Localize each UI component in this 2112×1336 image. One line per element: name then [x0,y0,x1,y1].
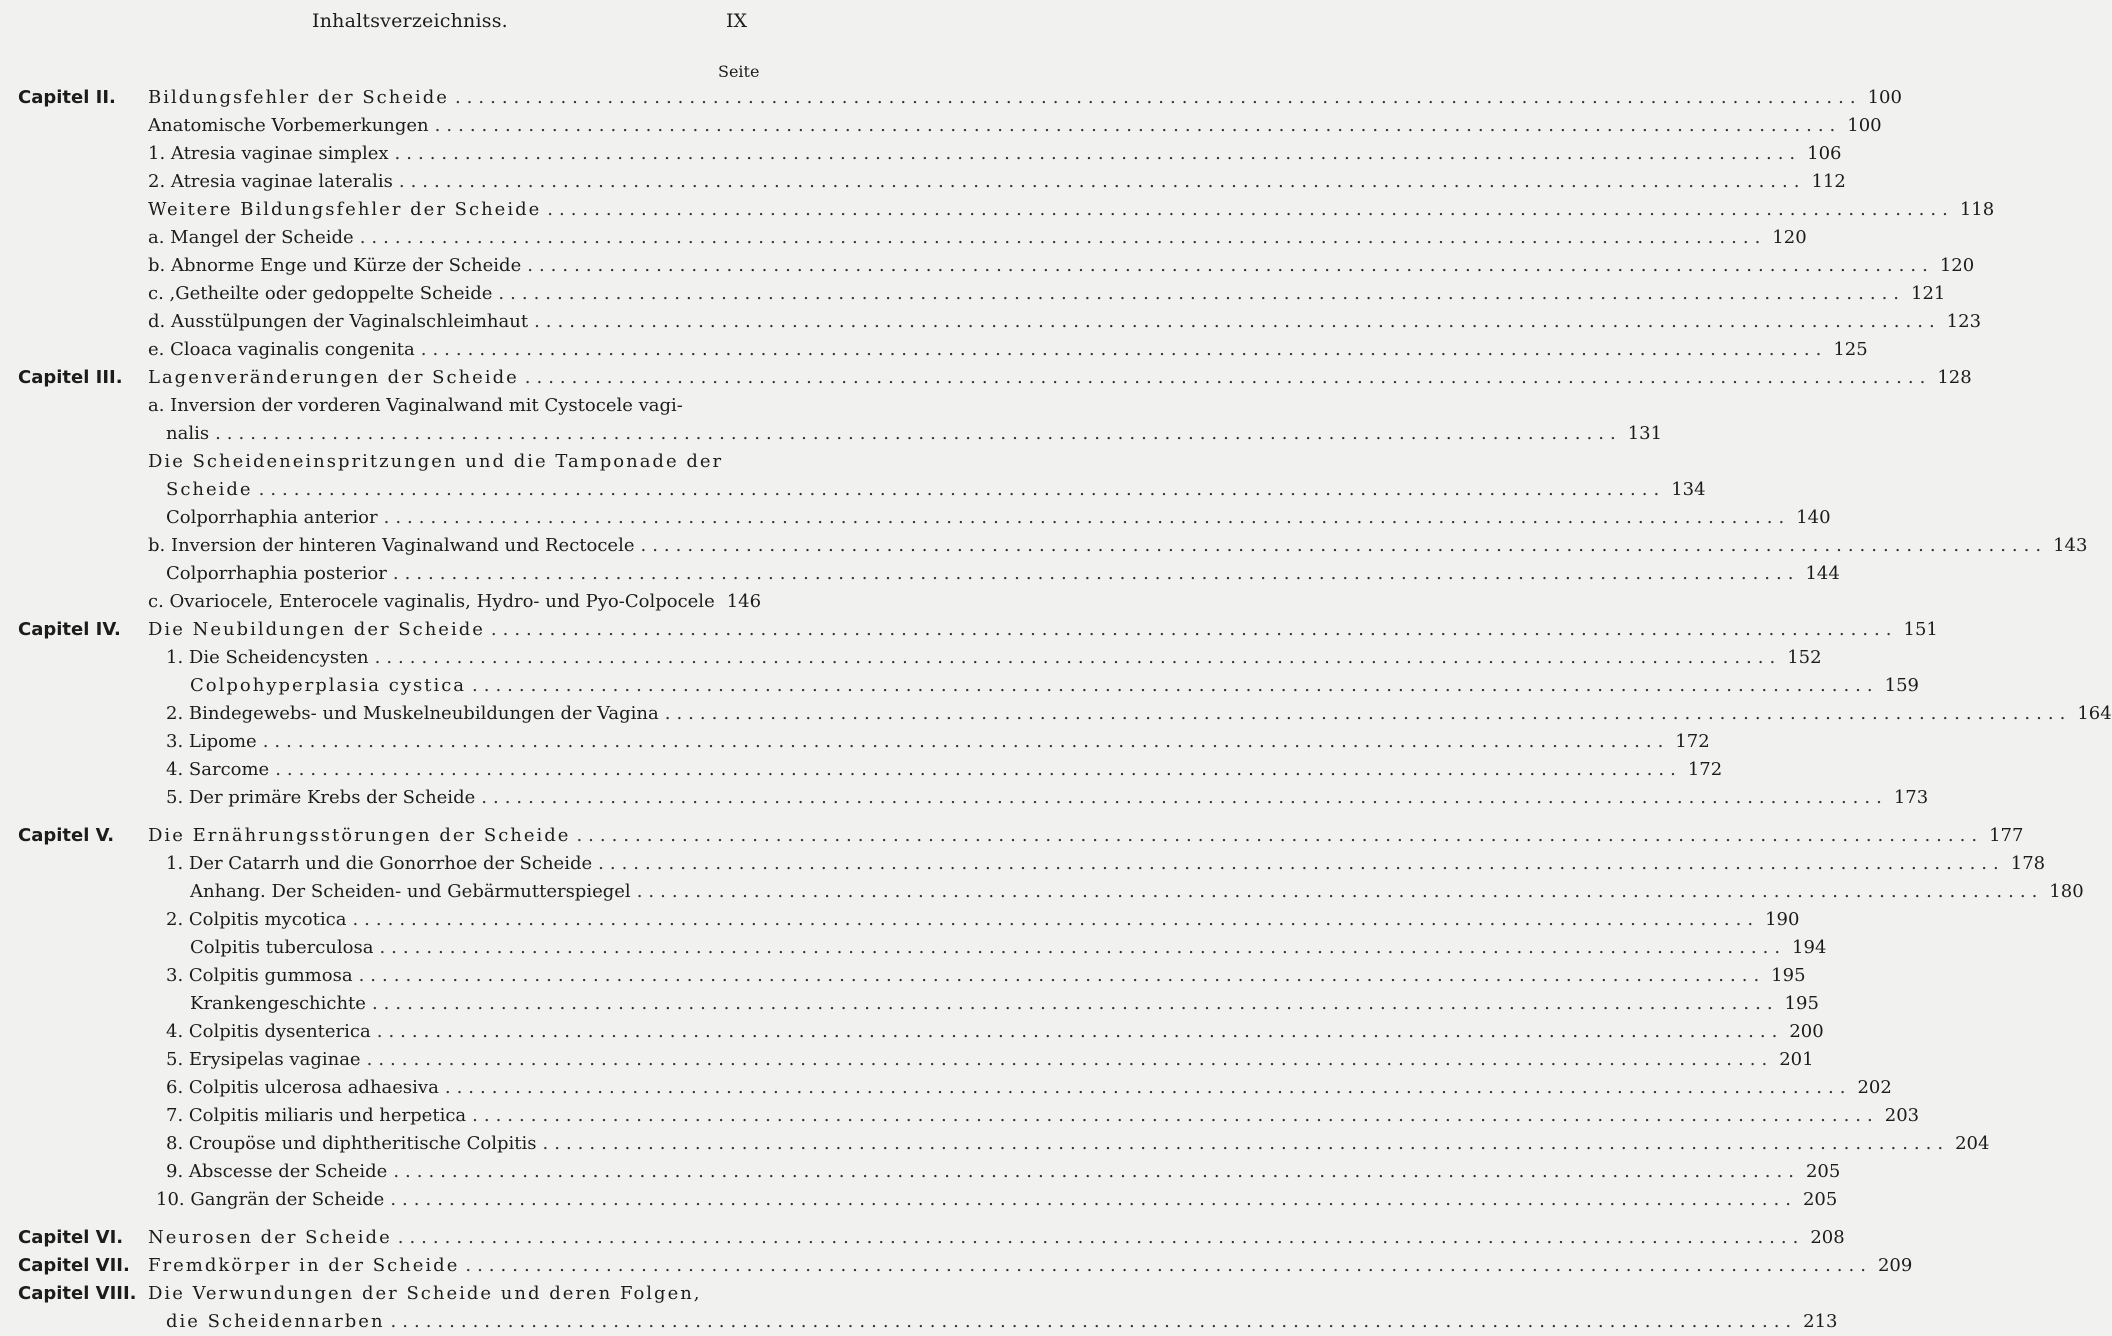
entry-line [166,644,1822,672]
dot-leader: ........................................................................................................................ [359,227,1767,248]
entry-page-number: 164 [2077,703,2112,724]
dot-leader: ........................................................................................................................ [527,255,1934,276]
page-number: IX [726,10,748,32]
running-title: Inhaltsverzeichniss. [312,10,508,32]
entry-line [166,728,1710,756]
chapter-row [0,1224,1845,1252]
chapter-label: Capitel VIII. [18,1283,137,1304]
entry-page-number: 209 [1877,1255,1913,1276]
entry-title: 3. Colpitis gummosa [166,965,353,986]
entry-page-number: 120 [1939,255,1975,276]
entry-page-number: 205 [1802,1189,1838,1210]
entry-title: 7. Colpitis miliaris und herpetica [166,1105,467,1126]
entry-title: 2. Colpitis mycotica [166,909,347,930]
dot-leader: ........................................................................................................................ [598,853,2005,874]
entry-title: Colpohyperplasia cystica [190,675,467,696]
chapter-label: Capitel V. [18,825,115,846]
dot-leader: ........................................................................................................................ [454,87,1862,108]
entry-title: Colpitis tuberculosa [190,937,374,958]
toc-entry [0,588,801,616]
entry-line [148,140,1842,168]
page-column-label: Seite [718,62,760,81]
toc-entry [0,756,1723,784]
toc-entry [0,962,1806,990]
entry-title: nalis [166,423,210,444]
chapter-row [0,616,1938,644]
dot-leader: ........................................................................................................................ [420,339,1828,360]
table-of-contents [0,84,2112,1336]
toc-entry [0,560,1840,588]
entry-line [166,1018,1824,1046]
dot-leader: ........................................................................................................................ [640,535,2048,556]
entry-page-number: 118 [1959,199,1995,220]
entry-page-number: 146 [726,591,762,612]
entry-title: Neurosen der Scheide [148,1227,392,1248]
dot-leader: ........................................................................................................................ [465,1255,1872,1276]
chapter-row [0,1280,801,1308]
entry-page-number: 202 [1857,1077,1892,1098]
entry-line [166,476,1706,504]
toc-entry [0,336,1868,364]
entry-page-number: 205 [1805,1161,1841,1182]
entry-title: 2. Bindegewebs- und Muskelneubildungen der Vagina [166,703,659,724]
entry-line [166,962,1806,990]
dot-leader: ........................................................................................................................ [392,563,1800,584]
entry-page-number: 123 [1946,311,1982,332]
entry-line [148,196,1995,224]
dot-leader: ........................................................................................................................ [490,619,1898,640]
entry-title: c. Ovariocele, Enterocele vaginalis, Hydro- und Pyo-Colpocele [148,591,715,612]
entry-title: 1. Atresia vaginae simplex [148,143,389,164]
toc-entry [0,392,801,420]
dot-leader: ........................................................................................................................ [547,199,1954,220]
toc-entry [0,990,1819,1018]
toc-entry [0,112,1882,140]
dot-leader: ........................................................................................................................ [472,675,1879,696]
chapter-row [0,1252,1913,1280]
entry-title: 9. Abscesse der Scheide [166,1161,388,1182]
entry-page-number: 112 [1811,171,1846,192]
toc-entry [0,1018,1824,1046]
toc-entry [0,196,1995,224]
entry-line [148,336,1868,364]
toc-entry [0,504,1831,532]
entry-line [148,252,1975,280]
toc-entry [0,728,1710,756]
entry-line [166,1308,1838,1336]
entry-line [148,1224,1845,1252]
entry-line [166,1158,1841,1186]
entry-page-number: 213 [1803,1311,1838,1332]
page-header [0,10,801,38]
entry-line [148,364,1972,392]
entry-line [166,560,1840,588]
entry-title: b. Abnorme Enge und Kürze der Scheide [148,255,522,276]
entry-title: 1. Der Catarrh und die Gonorrhoe der Scheide [166,853,593,874]
entry-line [156,1186,1838,1214]
entry-title: 2. Atresia vaginae lateralis [148,171,393,192]
chapter-row [0,822,2024,850]
toc-entry [0,448,801,476]
entry-line [148,224,1807,252]
entry-title: Anatomische Vorbemerkungen [148,115,429,136]
toc-entry [0,672,1919,700]
entry-line [148,448,756,476]
entry-title: Die Neubildungen der Scheide [148,619,485,640]
entry-line [148,308,1982,336]
entry-line [166,1046,1814,1074]
entry-line [166,906,1800,934]
entry-line [148,392,756,420]
toc-entry [0,700,2112,728]
entry-title: Krankengeschichte [190,993,366,1014]
entry-title: Colporrhaphia anterior [166,507,378,528]
chapter-row [0,84,1902,112]
toc-entry [0,224,1807,252]
dot-leader: ........................................................................................................................ [374,647,1782,668]
dot-leader: ........................................................................................................................ [275,759,1682,780]
entry-title: Colporrhaphia posterior [166,563,387,584]
entry-title: 6. Colpitis ulcerosa adhaesiva [166,1077,439,1098]
entry-line [166,756,1723,784]
dot-leader: ........................................................................................................................ [444,1077,1852,1098]
entry-title: Lagenveränderungen der Scheide [148,367,519,388]
entry-line [148,168,1846,196]
entry-line [166,784,1929,812]
entry-line [166,850,2046,878]
dot-leader: ........................................................................................................................ [379,937,1787,958]
chapter-label: Capitel IV. [18,619,121,640]
dot-leader: ........................................................................................................................ [398,171,1806,192]
toc-entry [0,850,2046,878]
toc-entry [0,476,1706,504]
toc-entry [0,1074,1892,1102]
entry-title: Bildungsfehler der Scheide [148,87,449,108]
dot-leader: ........................................................................................................................ [258,479,1666,500]
entry-line [166,700,2112,728]
entry-page-number: 203 [1884,1105,1920,1126]
entry-line [166,1130,1990,1158]
dot-leader: ........................................................................................................................ [376,1021,1784,1042]
toc-entry [0,532,2088,560]
dot-leader: ........................................................................................................................ [397,1227,1805,1248]
toc-entry [0,420,1663,448]
entry-title: a. Mangel der Scheide [148,227,354,248]
entry-line [190,672,1919,700]
toc-entry [0,1102,1920,1130]
dot-leader: ........................................................................................................................ [262,731,1670,752]
chapter-label: Capitel III. [18,367,123,388]
dot-leader: ........................................................................................................................ [664,703,2072,724]
entry-title: Fremdkörper in der Scheide [148,1255,460,1276]
entry-title: Die Verwundungen der Scheide und deren Folgen, [148,1283,702,1304]
entry-page-number: 200 [1789,1021,1824,1042]
entry-title: Die Ernährungsstörungen der Scheide [148,825,571,846]
entry-line [190,934,1827,962]
entry-line [148,1280,756,1308]
chapter-label: Capitel II. [18,87,116,108]
dot-leader: ........................................................................................................................ [434,115,1842,136]
entry-page-number: 120 [1772,227,1807,248]
entry-page-number: 152 [1787,647,1822,668]
entry-title: Anhang. Der Scheiden- und Gebärmutterspiegel [190,881,631,902]
dot-leader: ........................................................................................................................ [636,881,2044,902]
dot-leader: ........................................................................................................................ [358,965,1766,986]
dot-leader: ........................................................................................................................ [366,1049,1774,1070]
entry-page-number: 208 [1810,1227,1845,1248]
dot-leader: ........................................................................................................................ [352,909,1760,930]
entry-title: d. Ausstülpungen der Vaginalschleimhaut [148,311,529,332]
entry-line [166,420,1663,448]
entry-page-number: 195 [1771,965,1806,986]
dot-leader: ........................................................................................................................ [534,311,1941,332]
entry-line [148,1252,1913,1280]
entry-title: 3. Lipome [166,731,257,752]
toc-entry [0,252,1975,280]
dot-leader: ........................................................................................................................ [390,1311,1798,1332]
toc-entry [0,784,1929,812]
toc-entry [0,878,2084,906]
toc-entry [0,308,1982,336]
entry-page-number: 100 [1867,87,1902,108]
entry-page-number: 128 [1937,367,1972,388]
dot-leader: ........................................................................................................................ [542,1133,1950,1154]
entry-page-number: 125 [1833,339,1868,360]
chapter-label: Capitel VI. [18,1227,124,1248]
dot-leader: ........................................................................................................................ [524,367,1932,388]
entry-page-number: 151 [1903,619,1938,640]
entry-title: die Scheidennarben [166,1311,385,1332]
entry-page-number: 121 [1911,283,1946,304]
dot-leader: ........................................................................................................................ [472,1105,1879,1126]
dot-leader: ........................................................................................................................ [371,993,1779,1014]
entry-page-number: 106 [1807,143,1842,164]
entry-line [166,1102,1920,1130]
entry-line [190,878,2084,906]
toc-entry [0,906,1800,934]
entry-title: 10. Gangrän der Scheide [156,1189,385,1210]
entry-title: 5. Erysipelas vaginae [166,1049,361,1070]
entry-page-number: 204 [1955,1133,1990,1154]
dot-leader: ........................................................................................................................ [498,283,1906,304]
entry-line [148,112,1882,140]
entry-title: 8. Croupöse und diphtheritische Colpitis [166,1133,537,1154]
dot-leader: ........................................................................................................................ [481,787,1888,808]
dot-leader: ........................................................................................................................ [383,507,1791,528]
entry-page-number: 180 [2049,881,2084,902]
entry-page-number: 201 [1779,1049,1814,1070]
dot-leader: ........................................................................................................................ [576,825,1984,846]
entry-page-number: 173 [1893,787,1929,808]
dot-leader: ........................................................................................................................ [390,1189,1797,1210]
toc-entry [0,934,1827,962]
entry-page-number: 194 [1792,937,1827,958]
toc-entry [0,1186,1838,1214]
entry-page-number: 195 [1784,993,1819,1014]
entry-title: 1. Die Scheidencysten [166,647,369,668]
toc-entry [0,140,1842,168]
toc-entry [0,1308,1838,1336]
entry-line [148,280,1946,308]
entry-page-number: 159 [1884,675,1919,696]
toc-entry [0,1130,1990,1158]
entry-title: Weitere Bildungsfehler der Scheide [148,199,542,220]
entry-page-number: 100 [1847,115,1882,136]
entry-line [148,532,2088,560]
entry-page-number: 144 [1805,563,1840,584]
entry-page-number: 134 [1671,479,1706,500]
entry-title: Scheide [166,479,253,500]
entry-page-number: 143 [2053,535,2088,556]
entry-title: 4. Colpitis dysenterica [166,1021,371,1042]
entry-title: b. Inversion der hinteren Vaginalwand und Rectocele [148,535,635,556]
entry-title: e. Cloaca vaginalis congenita [148,339,415,360]
entry-page-number: 190 [1765,909,1800,930]
toc-entry [0,1158,1841,1186]
entry-title: Die Scheideneinspritzungen und die Tamponade der [148,451,724,472]
entry-page-number: 172 [1687,759,1723,780]
entry-line [148,822,2024,850]
entry-line [166,1074,1892,1102]
entry-title: c. ,Getheilte oder gedoppelte Scheide [148,283,493,304]
entry-line [190,990,1819,1018]
chapter-label: Capitel VII. [18,1255,130,1276]
entry-line [166,504,1831,532]
entry-page-number: 172 [1675,731,1710,752]
entry-page-number: 178 [2010,853,2046,874]
dot-leader: ........................................................................................................................ [393,1161,1800,1182]
dot-leader: ........................................................................................................................ [215,423,1622,444]
toc-entry [0,644,1822,672]
entry-page-number: 140 [1796,507,1831,528]
toc-entry [0,280,1946,308]
entry-line [148,616,1938,644]
entry-line [148,588,762,616]
toc-entry [0,1046,1814,1074]
dot-leader: ........................................................................................................................ [394,143,1802,164]
entry-title: 5. Der primäre Krebs der Scheide [166,787,476,808]
entry-title: a. Inversion der vorderen Vaginalwand mit Cystocele vagi- [148,395,683,416]
entry-page-number: 131 [1627,423,1663,444]
toc-entry [0,168,1846,196]
entry-title: 4. Sarcome [166,759,270,780]
entry-page-number: 177 [1989,825,2024,846]
chapter-row [0,364,1972,392]
entry-line [148,84,1902,112]
